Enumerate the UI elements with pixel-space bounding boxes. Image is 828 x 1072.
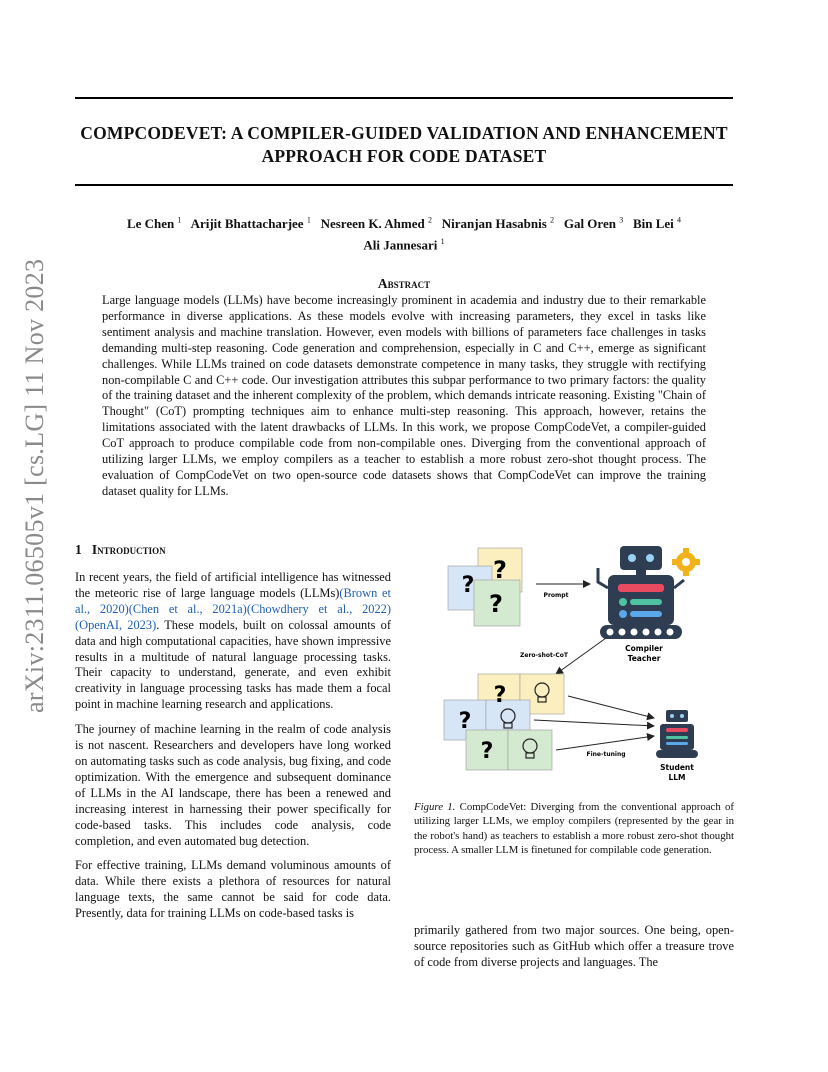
student-label: Student bbox=[660, 763, 694, 772]
author: Arijit Bhattacharjee $^1$ bbox=[190, 216, 311, 232]
gear-icon bbox=[672, 548, 700, 576]
citation-link[interactable]: (Chen et al., 2021a) bbox=[128, 601, 247, 616]
title-rule-top bbox=[75, 97, 733, 99]
teacher-label: Teacher bbox=[627, 654, 661, 663]
author: Bin Lei $^4$ bbox=[632, 216, 682, 232]
citation-link[interactable]: (Brown et al., 2020) bbox=[75, 585, 391, 616]
svg-text:?: ? bbox=[480, 739, 494, 764]
caption-label: Figure 1. bbox=[414, 801, 456, 813]
fine-tuning-label: Fine-tuning bbox=[586, 751, 626, 758]
author: Gal Oren $^3$ bbox=[563, 216, 624, 232]
authors-line-2: Ali Jannesari $^1$ bbox=[363, 237, 445, 253]
zero-shot-cot-label: Zero-shot-CoT bbox=[520, 652, 568, 659]
title-rule-bottom bbox=[75, 184, 733, 186]
paragraph-2: The journey of machine learning in the realm of code analysis is not nascent. Researchers and developers have long worked on automating tasks such as code analysis, bug fixing, and code optimization. With the emergence and subsequent dominance of LLMs in the AI landscape, there has been a renewed and increasing interest in harnessing their power specifically for code-based tasks. This includes code analysis, code completion, and even automated bug detection. bbox=[75, 722, 391, 848]
authors-line-1 bbox=[75, 212, 733, 233]
abstract-heading: Abstract bbox=[377, 276, 431, 291]
paragraph-3: For effective training, LLMs demand voluminous amounts of data. While there exists a plethora of resources for natural language texts, the same cannot be said for code data. Presently, data for training LLMs on code-based tasks is bbox=[75, 858, 391, 921]
author: Le Chen $^1$ bbox=[126, 216, 182, 232]
arxiv-stamp: arXiv:2311.06505v1 [cs.LG] 11 Nov 2023 bbox=[20, 258, 49, 713]
figure-1 bbox=[440, 540, 710, 790]
author: Niranjan Hasabnis $^2$ bbox=[441, 216, 555, 232]
figure-caption bbox=[414, 800, 734, 858]
title-line-1: COMPCODEVET: A COMPILER-GUIDED VALIDATION AND ENHANCEMENT bbox=[80, 123, 728, 143]
compiler-robot-icon bbox=[598, 546, 684, 639]
paragraph-1: In recent years, the field of artificial intelligence has witnessed the meteoric rise of large language models (LLMs)(Brown et al., 2020)(Chen et al., 2021a)(Chowdhery et al., 2022)(OpenAI, 2023). These models, built on colossal amounts of data and high computational capacities, have shown impressive results in a multitude of natural language processing tasks. Their capacity to understand, generate, and even exhibit creativity in language processing tasks has made them a focal point in machine learning research and applications. bbox=[75, 570, 391, 712]
svg-text:?: ? bbox=[461, 573, 475, 598]
svg-text:?: ? bbox=[493, 556, 507, 584]
student-robot-icon bbox=[656, 710, 698, 758]
prompt-label: Prompt bbox=[543, 592, 569, 599]
left-column bbox=[75, 570, 391, 931]
citation-link[interactable]: (Chowdhery et al., 2022) bbox=[246, 601, 391, 616]
svg-text:?: ? bbox=[493, 683, 507, 708]
title-line-2: APPROACH FOR CODE DATASET bbox=[261, 146, 547, 166]
compiler-label: Compiler bbox=[625, 644, 663, 653]
abstract-body: Large language models (LLMs) have become increasingly prominent in academia and industry due to their remarkable performance in diverse applications. As these models evolve with increasing parameters, they excel in tasks like sentiment analysis and machine translation. However, even models with billions of parameters face challenges in tasks demanding multi-step reasoning. Code generation and comprehension, especially in C and C++, emerge as significant challenges. While LLMs trained on code datasets demonstrate competence in many tasks, they struggle with rectifying non-compilable C and C++ code. Our investigation attributes this subpar performance to two primary factors: the quality of the training dataset and the inherent complexity of the problem, which demands intricate reasoning. Existing "Chain of Thought" (CoT) prompting techniques aim to enhance multi-step reasoning. This approach, however, retains the limitations associated with the latent drawbacks of LLMs. In this work, we propose CompCodeVet, a compiler-guided CoT approach to produce compilable code from non-compilable ones. Diverging from the conventional approach of utilizing larger LLMs, we employ compilers as a teacher to establish a more robust zero-shot thought process. The evaluation of CompCodeVet on two open-source code datasets shows that CompCodeVet can improve the training dataset quality for LLMs. bbox=[102, 293, 706, 498]
paper-title bbox=[75, 122, 733, 168]
citation-link[interactable]: (OpenAI, 2023) bbox=[75, 617, 157, 632]
right-column-text: primarily gathered from two major sources. One being, open-source repositories such as GitHub which offer a treasure trove of code from diverse projects and languages. The bbox=[414, 923, 734, 969]
input-code-cards bbox=[448, 548, 522, 626]
section-heading: 1 Introduction bbox=[75, 542, 166, 557]
llm-label: LLM bbox=[668, 773, 686, 782]
author: Nesreen K. Ahmed $^2$ bbox=[320, 216, 432, 232]
author-list bbox=[75, 212, 733, 255]
caption-text: CompCodeVet: Diverging from the conventional approach of utilizing larger LLMs, we employ compilers (represented by the gear in the robot's hand) as teachers to establish a more robust zero-shot thought process. A smaller LLM is finetuned for compilable code generation. bbox=[414, 801, 734, 857]
svg-text:?: ? bbox=[458, 709, 472, 734]
svg-text:?: ? bbox=[489, 590, 503, 618]
